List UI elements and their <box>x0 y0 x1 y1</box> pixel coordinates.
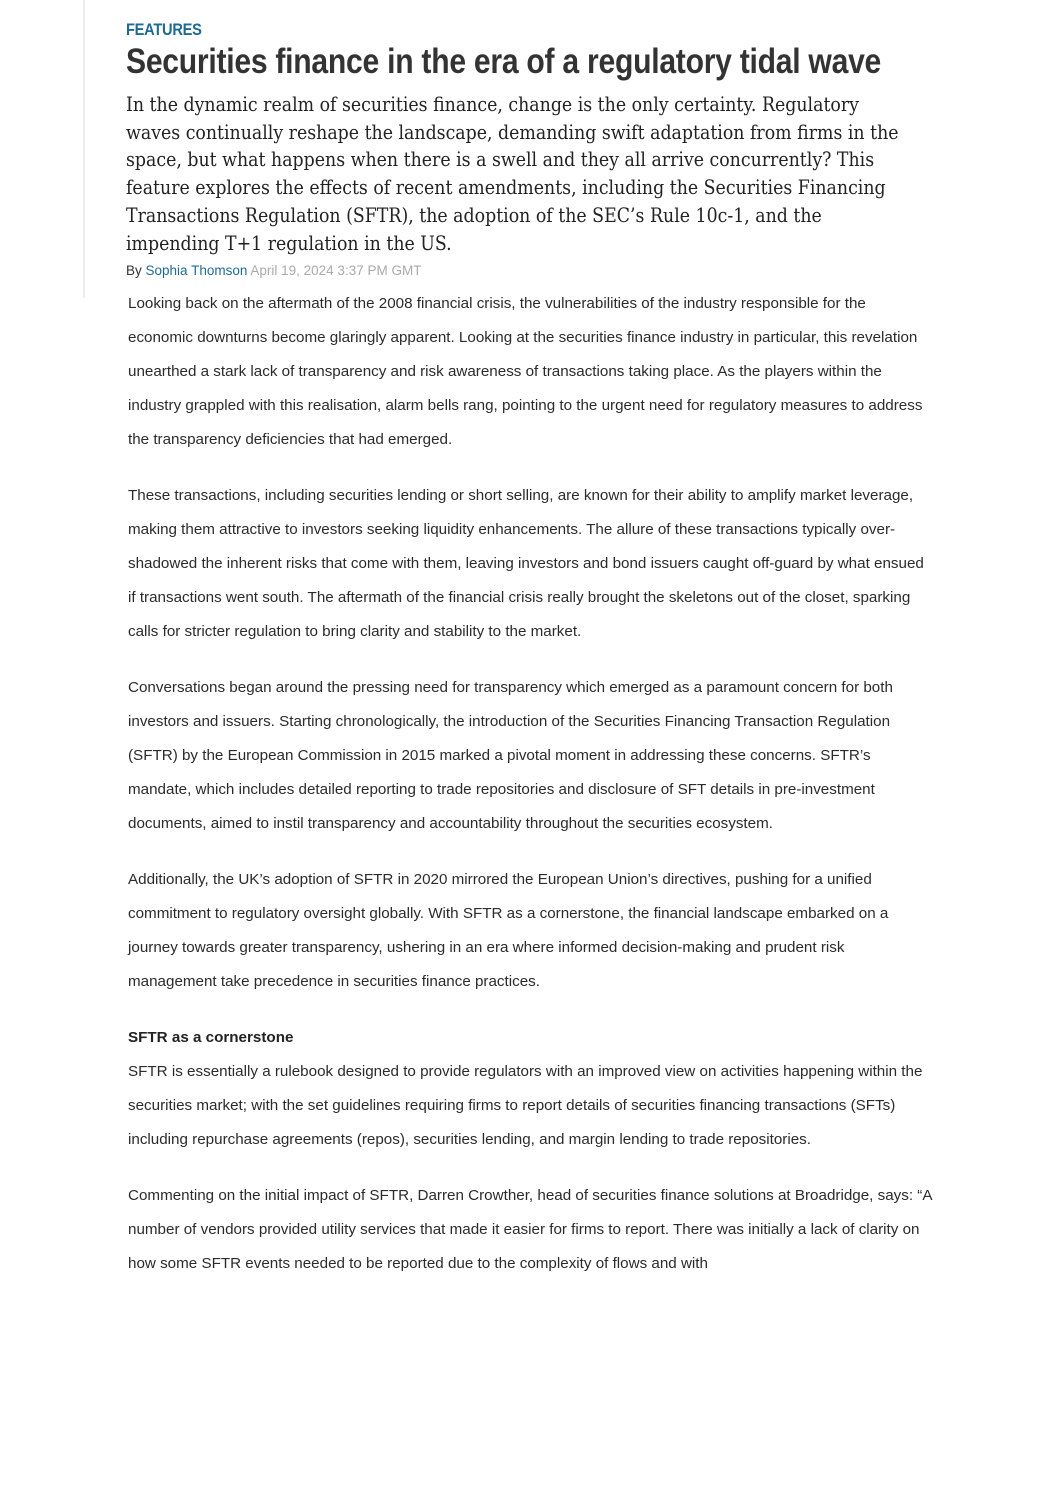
paragraph: Additionally, the UK’s adoption of SFTR in 2020 mirrored the European Union’s directives, pushing for a unified commitment to regulatory oversight globally. With SFTR as a cornerstone, the financial landscape embarked on a journey towards greater transparency, ushering in an era where informed decision-making and prudent risk management take precedence in securities finance practices. <box>128 871 889 990</box>
paragraph: Commenting on the initial impact of SFTR, Darren Crowther, head of securities finance solutions at Broadridge, says: “A number of vendors provided utility services that made it easier for firms to report. There was initially a lack of clarity on how some SFTR events needed to be reported due to the complexity of flows and with <box>128 1187 932 1272</box>
paragraph: Conversations began around the pressing need for transparency which emerged as a paramount concern for both investors and issuers. Starting chronologically, the introduction of the Securities Financing Transaction Regulation (SFTR) by the European Commission in 2015 marked a pivotal moment in addressing these concerns. SFTR’s mandate, which includes detailed reporting to trade repositories and disclosure of SFT details in pre-investment documents, aimed to instil transparency and accountability throughout the securities ecosystem. <box>128 679 893 832</box>
paragraph: SFTR is essentially a rulebook designed to provide regulators with an improved view on activities happening within the securities market; with the set guidelines requiring firms to report details of securities financing transactions (SFTs) including repurchase agreements (repos), securities lending, and margin lending to trade repositories. <box>128 1063 923 1148</box>
byline-prefix: By <box>126 263 142 278</box>
byline <box>126 263 421 278</box>
article-title: Securities finance in the era of a regulatory tidal wave <box>126 42 882 81</box>
publish-date: April 19, 2024 3:37 PM GMT <box>250 263 422 278</box>
article-body <box>128 287 933 1303</box>
left-border-rule <box>83 0 85 298</box>
paragraph: Looking back on the aftermath of the 2008 financial crisis, the vulnerabilities of the industry responsible for the economic downturns become glaringly apparent. Looking at the securities finance industry in particular, this revelation unearthed a stark lack of transparency and risk awareness of transactions taking place. As the players within the industry grappled with this realisation, alarm bells rang, pointing to the urgent need for regulatory measures to address the transparency deficiencies that had emerged. <box>128 295 923 448</box>
category-link[interactable]: FEATURES <box>126 20 202 39</box>
article-standfirst: In the dynamic realm of securities finance, change is the only certainty. Regulatory waves continually reshape the landscape, demanding swift adaptation from firms in the space, but what happens when there is a swell and they all arrive concurrently? This feature explores the effects of recent amendments, including the Securities Financing Transactions Regulation (SFTR), the adoption of the SEC’s Rule 10c-1, and the impending T+1 regulation in the US. <box>126 93 899 255</box>
article-header <box>126 20 926 82</box>
section-heading: SFTR as a cornerstone <box>128 1029 294 1046</box>
author-link[interactable]: Sophia Thomson <box>145 263 248 278</box>
paragraph: These transactions, including securities lending or short selling, are known for their ability to amplify market leverage, making them attractive to investors seeking liquidity enhancements. The allure of these transactions typically over-shadowed the inherent risks that come with them, leaving investors and bond issuers caught off-guard by what ensued if transactions went south. The aftermath of the financial crisis really brought the skeletons out of the closet, sparking calls for stricter regulation to bring clarity and stability to the market. <box>128 487 924 640</box>
